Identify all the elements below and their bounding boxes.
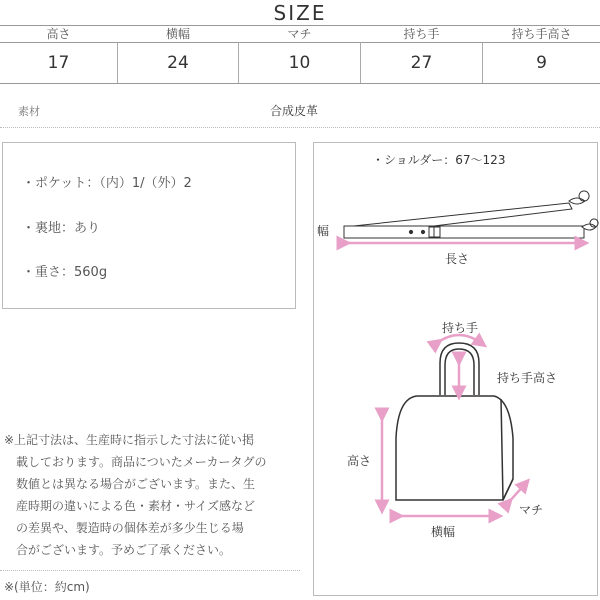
shoulder-label: ・ショルダー：67〜123: [372, 153, 506, 167]
page-title: SIZE: [273, 1, 327, 25]
handle-arrow: [437, 335, 481, 343]
divider: [0, 570, 300, 571]
size-value: 24: [167, 53, 189, 73]
material-row: [0, 100, 600, 124]
shoulder-strap-icon: [344, 191, 598, 238]
bag-diagram-svg: [314, 143, 599, 597]
size-note: [4, 429, 300, 561]
note-line: 数値とは異なる場合がございます。また、生: [4, 477, 256, 491]
size-value: 27: [410, 53, 433, 73]
size-col-height: [0, 26, 117, 83]
info-item-lining: ・裏地：あり: [22, 221, 101, 236]
info-item-pocket: ・ポケット：（内）1/（外）2: [22, 176, 192, 191]
gusset-arrow: [508, 484, 525, 503]
info-item-weight: ・重さ：560g: [22, 265, 108, 280]
note-line: 載しております。商品についたメーカータグの: [4, 455, 267, 469]
bag-icon: [396, 343, 513, 500]
size-header: 高さ: [0, 26, 117, 43]
strap-width-label: 幅: [317, 224, 330, 238]
size-value: 10: [288, 53, 311, 73]
bag-height-label: 高さ: [347, 454, 372, 468]
handle-label: 持ち手: [442, 321, 479, 335]
size-col-handle-height: [483, 26, 600, 83]
size-header: 持ち手: [361, 26, 482, 43]
size-header: マチ: [239, 26, 360, 43]
size-value: 17: [47, 53, 70, 73]
material-value: 合成皮革: [270, 104, 319, 118]
diagram-box: [313, 142, 598, 596]
strap-length-label: 長さ: [445, 252, 470, 266]
unit-note: ※(単位：約cm): [4, 580, 90, 594]
material-label: 素材: [18, 105, 40, 118]
size-table: [0, 25, 600, 84]
size-col-handle: [361, 26, 482, 83]
bag-width-label: 横幅: [431, 525, 456, 539]
note-line: の差異や、製造時の個体差が多少生じる場: [4, 521, 244, 535]
size-header: 持ち手高さ: [483, 26, 600, 43]
gusset-label: マチ: [519, 503, 544, 517]
note-line: 合がございます。予めご了承ください。: [4, 543, 232, 557]
size-col-width: [118, 26, 238, 83]
info-box: [2, 142, 296, 309]
note-line: ※上記寸法は、生産時に指示した寸法に従い掲: [4, 433, 255, 447]
note-line: 産時期の違いによる色・素材・サイズ感など: [4, 499, 256, 513]
handle-height-label: 持ち手高さ: [497, 371, 558, 385]
size-header: 横幅: [118, 26, 238, 43]
size-col-gusset: [239, 26, 360, 83]
size-value: 9: [536, 53, 547, 73]
divider: [0, 127, 600, 128]
